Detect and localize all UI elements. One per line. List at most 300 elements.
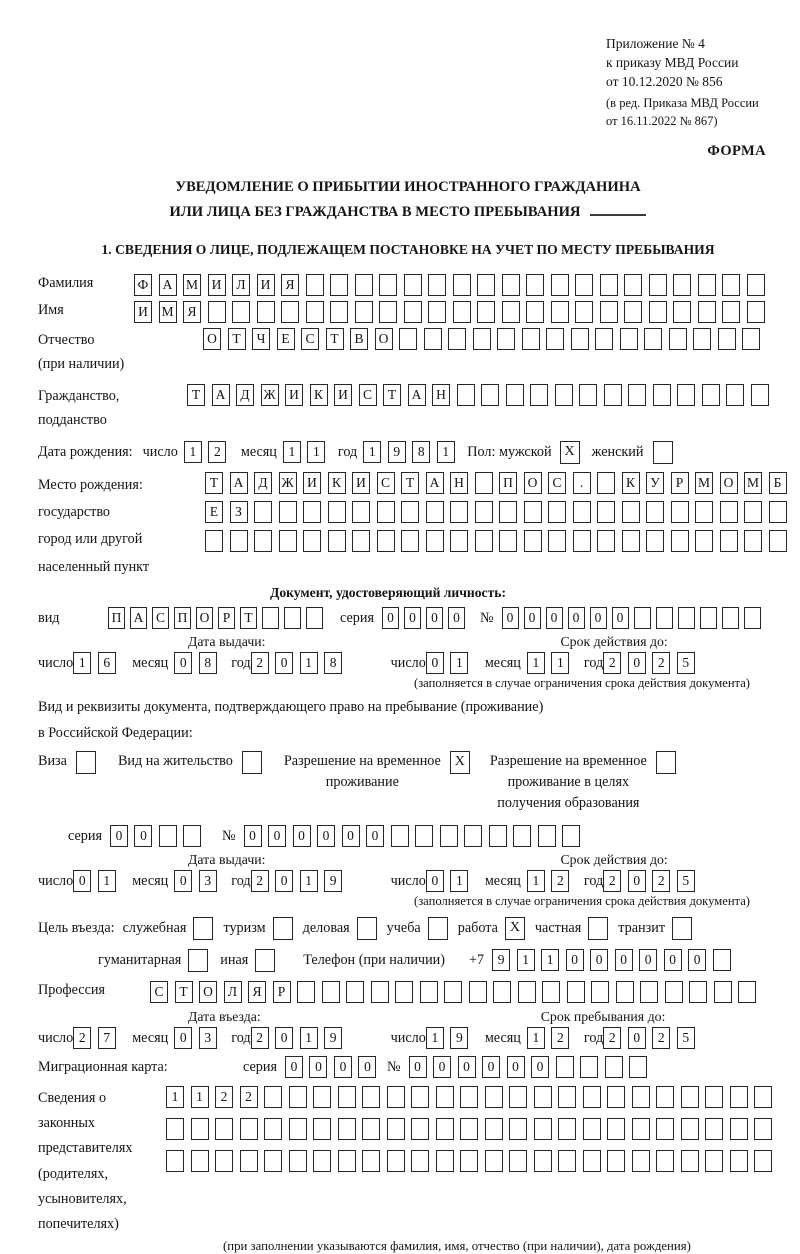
char-cell[interactable]: [240, 1118, 258, 1140]
char-cell[interactable]: [328, 530, 346, 552]
char-cell[interactable]: [695, 501, 713, 523]
char-cell[interactable]: 0: [688, 949, 706, 971]
char-cell[interactable]: 1: [426, 1027, 444, 1049]
char-cell[interactable]: [502, 274, 520, 296]
char-cell[interactable]: К: [310, 384, 328, 406]
char-cell[interactable]: 2: [652, 652, 670, 674]
char-cell[interactable]: [509, 1086, 527, 1108]
char-cell[interactable]: 0: [531, 1056, 549, 1078]
char-cell[interactable]: [205, 530, 223, 552]
char-cell[interactable]: 0: [293, 825, 311, 847]
char-cell[interactable]: 0: [568, 607, 585, 629]
char-cell[interactable]: [769, 501, 787, 523]
char-cell[interactable]: 1: [551, 652, 569, 674]
char-cell[interactable]: [640, 981, 658, 1003]
char-cell[interactable]: [330, 274, 348, 296]
char-cell[interactable]: Т: [326, 328, 344, 350]
char-cell[interactable]: [646, 501, 664, 523]
char-cell[interactable]: С: [150, 981, 168, 1003]
char-cell[interactable]: [632, 1118, 650, 1140]
char-cell[interactable]: Т: [187, 384, 205, 406]
char-cell[interactable]: Н: [432, 384, 450, 406]
char-cell[interactable]: 0: [73, 870, 91, 892]
char-cell[interactable]: Я: [248, 981, 266, 1003]
char-cell[interactable]: 0: [628, 652, 646, 674]
char-cell[interactable]: С: [548, 472, 566, 494]
char-cell[interactable]: [693, 328, 711, 350]
char-cell[interactable]: [279, 501, 297, 523]
char-cell[interactable]: 0: [664, 949, 682, 971]
char-cell[interactable]: 0: [275, 1027, 293, 1049]
char-cell[interactable]: [754, 1118, 772, 1140]
char-cell[interactable]: [644, 328, 662, 350]
char-cell[interactable]: [595, 328, 613, 350]
char-cell[interactable]: .: [573, 472, 591, 494]
char-cell[interactable]: [477, 274, 495, 296]
char-cell[interactable]: [428, 274, 446, 296]
char-cell[interactable]: 0: [590, 607, 607, 629]
char-cell[interactable]: [306, 301, 324, 323]
char-cell[interactable]: [338, 1086, 356, 1108]
char-cell[interactable]: [509, 1150, 527, 1172]
char-cell[interactable]: 2: [251, 652, 269, 674]
char-cell[interactable]: [730, 1118, 748, 1140]
char-cell[interactable]: [726, 384, 744, 406]
char-cell[interactable]: 1: [527, 652, 545, 674]
char-cell[interactable]: [656, 607, 673, 629]
char-cell[interactable]: [730, 1086, 748, 1108]
char-cell[interactable]: [607, 1150, 625, 1172]
char-cell[interactable]: [289, 1086, 307, 1108]
char-cell[interactable]: О: [196, 607, 213, 629]
char-cell[interactable]: [469, 981, 487, 1003]
char-cell[interactable]: [322, 981, 340, 1003]
char-cell[interactable]: О: [375, 328, 393, 350]
char-cell[interactable]: 0: [426, 607, 443, 629]
char-cell[interactable]: [548, 501, 566, 523]
char-cell[interactable]: [632, 1086, 650, 1108]
char-cell[interactable]: [747, 301, 765, 323]
char-cell[interactable]: [497, 328, 515, 350]
char-cell[interactable]: [632, 1150, 650, 1172]
char-cell[interactable]: [681, 1086, 699, 1108]
temp-residence-checkbox[interactable]: X: [450, 751, 470, 774]
char-cell[interactable]: 6: [98, 652, 116, 674]
char-cell[interactable]: 1: [300, 652, 318, 674]
char-cell[interactable]: [262, 607, 279, 629]
study-checkbox[interactable]: [428, 917, 448, 940]
char-cell[interactable]: И: [303, 472, 321, 494]
char-cell[interactable]: 0: [174, 652, 192, 674]
char-cell[interactable]: 0: [285, 1056, 303, 1078]
char-cell[interactable]: [556, 1056, 574, 1078]
char-cell[interactable]: [440, 825, 458, 847]
char-cell[interactable]: [475, 530, 493, 552]
edu-residence-checkbox[interactable]: [656, 751, 676, 774]
char-cell[interactable]: И: [208, 274, 226, 296]
char-cell[interactable]: 1: [363, 441, 381, 463]
char-cell[interactable]: [509, 1118, 527, 1140]
char-cell[interactable]: [313, 1150, 331, 1172]
char-cell[interactable]: [460, 1150, 478, 1172]
char-cell[interactable]: С: [152, 607, 169, 629]
char-cell[interactable]: 8: [199, 652, 217, 674]
work-checkbox[interactable]: X: [505, 917, 525, 940]
char-cell[interactable]: [159, 825, 177, 847]
char-cell[interactable]: [499, 501, 517, 523]
char-cell[interactable]: [289, 1150, 307, 1172]
humanitarian-checkbox[interactable]: [188, 949, 208, 972]
char-cell[interactable]: [600, 274, 618, 296]
char-cell[interactable]: А: [230, 472, 248, 494]
char-cell[interactable]: 9: [324, 1027, 342, 1049]
char-cell[interactable]: К: [622, 472, 640, 494]
char-cell[interactable]: [562, 825, 580, 847]
char-cell[interactable]: [524, 501, 542, 523]
char-cell[interactable]: [702, 384, 720, 406]
char-cell[interactable]: 1: [437, 441, 455, 463]
char-cell[interactable]: [306, 274, 324, 296]
char-cell[interactable]: 0: [628, 870, 646, 892]
char-cell[interactable]: З: [230, 501, 248, 523]
char-cell[interactable]: [428, 301, 446, 323]
char-cell[interactable]: [230, 530, 248, 552]
char-cell[interactable]: [279, 530, 297, 552]
tourism-checkbox[interactable]: [273, 917, 293, 940]
char-cell[interactable]: [387, 1150, 405, 1172]
char-cell[interactable]: 0: [342, 825, 360, 847]
char-cell[interactable]: Т: [205, 472, 223, 494]
char-cell[interactable]: [548, 530, 566, 552]
char-cell[interactable]: 0: [275, 870, 293, 892]
char-cell[interactable]: [232, 301, 250, 323]
char-cell[interactable]: [622, 501, 640, 523]
char-cell[interactable]: [583, 1150, 601, 1172]
char-cell[interactable]: [656, 1086, 674, 1108]
char-cell[interactable]: [387, 1118, 405, 1140]
char-cell[interactable]: 3: [199, 1027, 217, 1049]
char-cell[interactable]: 2: [73, 1027, 91, 1049]
char-cell[interactable]: 0: [448, 607, 465, 629]
char-cell[interactable]: [328, 501, 346, 523]
char-cell[interactable]: 1: [191, 1086, 209, 1108]
char-cell[interactable]: [352, 501, 370, 523]
char-cell[interactable]: 8: [412, 441, 430, 463]
char-cell[interactable]: [580, 1056, 598, 1078]
char-cell[interactable]: 2: [603, 652, 621, 674]
char-cell[interactable]: [558, 1150, 576, 1172]
char-cell[interactable]: О: [524, 472, 542, 494]
char-cell[interactable]: [769, 530, 787, 552]
char-cell[interactable]: П: [174, 607, 191, 629]
char-cell[interactable]: [705, 1086, 723, 1108]
char-cell[interactable]: [530, 384, 548, 406]
char-cell[interactable]: [673, 301, 691, 323]
char-cell[interactable]: [453, 274, 471, 296]
char-cell[interactable]: [698, 274, 716, 296]
char-cell[interactable]: Т: [401, 472, 419, 494]
char-cell[interactable]: [215, 1118, 233, 1140]
char-cell[interactable]: Р: [273, 981, 291, 1003]
char-cell[interactable]: 2: [551, 1027, 569, 1049]
char-cell[interactable]: [166, 1150, 184, 1172]
char-cell[interactable]: 1: [307, 441, 325, 463]
char-cell[interactable]: 1: [527, 870, 545, 892]
char-cell[interactable]: 0: [426, 652, 444, 674]
char-cell[interactable]: 2: [208, 441, 226, 463]
char-cell[interactable]: 1: [98, 870, 116, 892]
char-cell[interactable]: А: [426, 472, 444, 494]
char-cell[interactable]: [513, 825, 531, 847]
char-cell[interactable]: 0: [309, 1056, 327, 1078]
char-cell[interactable]: [522, 328, 540, 350]
char-cell[interactable]: [634, 607, 651, 629]
char-cell[interactable]: [681, 1118, 699, 1140]
char-cell[interactable]: А: [212, 384, 230, 406]
char-cell[interactable]: [622, 530, 640, 552]
char-cell[interactable]: [460, 1086, 478, 1108]
char-cell[interactable]: Д: [254, 472, 272, 494]
char-cell[interactable]: [722, 607, 739, 629]
char-cell[interactable]: [379, 301, 397, 323]
char-cell[interactable]: [362, 1118, 380, 1140]
char-cell[interactable]: 0: [612, 607, 629, 629]
char-cell[interactable]: Д: [236, 384, 254, 406]
char-cell[interactable]: 0: [244, 825, 262, 847]
char-cell[interactable]: 0: [482, 1056, 500, 1078]
char-cell[interactable]: 1: [527, 1027, 545, 1049]
char-cell[interactable]: [695, 530, 713, 552]
char-cell[interactable]: [705, 1118, 723, 1140]
char-cell[interactable]: [573, 501, 591, 523]
char-cell[interactable]: И: [334, 384, 352, 406]
char-cell[interactable]: [330, 301, 348, 323]
char-cell[interactable]: А: [159, 274, 177, 296]
char-cell[interactable]: [289, 1118, 307, 1140]
char-cell[interactable]: [264, 1118, 282, 1140]
char-cell[interactable]: [720, 501, 738, 523]
char-cell[interactable]: Н: [450, 472, 468, 494]
char-cell[interactable]: [681, 1150, 699, 1172]
char-cell[interactable]: Ф: [134, 274, 152, 296]
char-cell[interactable]: А: [130, 607, 147, 629]
char-cell[interactable]: [591, 981, 609, 1003]
char-cell[interactable]: 0: [566, 949, 584, 971]
char-cell[interactable]: [624, 301, 642, 323]
char-cell[interactable]: [404, 301, 422, 323]
char-cell[interactable]: [714, 981, 732, 1003]
char-cell[interactable]: [656, 1118, 674, 1140]
char-cell[interactable]: Л: [224, 981, 242, 1003]
char-cell[interactable]: Я: [281, 274, 299, 296]
char-cell[interactable]: П: [108, 607, 125, 629]
char-cell[interactable]: [629, 1056, 647, 1078]
char-cell[interactable]: [338, 1150, 356, 1172]
char-cell[interactable]: [166, 1118, 184, 1140]
char-cell[interactable]: [475, 501, 493, 523]
char-cell[interactable]: [264, 1150, 282, 1172]
char-cell[interactable]: 1: [450, 652, 468, 674]
char-cell[interactable]: [742, 328, 760, 350]
char-cell[interactable]: 0: [382, 607, 399, 629]
char-cell[interactable]: 0: [628, 1027, 646, 1049]
char-cell[interactable]: 0: [317, 825, 335, 847]
char-cell[interactable]: [583, 1118, 601, 1140]
char-cell[interactable]: [436, 1118, 454, 1140]
char-cell[interactable]: 1: [450, 870, 468, 892]
char-cell[interactable]: М: [744, 472, 762, 494]
char-cell[interactable]: [371, 981, 389, 1003]
char-cell[interactable]: 1: [517, 949, 535, 971]
char-cell[interactable]: [524, 530, 542, 552]
char-cell[interactable]: [499, 530, 517, 552]
sex-female-checkbox[interactable]: [653, 441, 673, 464]
char-cell[interactable]: [754, 1086, 772, 1108]
char-cell[interactable]: [436, 1150, 454, 1172]
char-cell[interactable]: 5: [677, 1027, 695, 1049]
char-cell[interactable]: [571, 328, 589, 350]
char-cell[interactable]: 0: [524, 607, 541, 629]
char-cell[interactable]: [713, 949, 731, 971]
char-cell[interactable]: Р: [671, 472, 689, 494]
char-cell[interactable]: [546, 328, 564, 350]
char-cell[interactable]: [436, 1086, 454, 1108]
char-cell[interactable]: Р: [218, 607, 235, 629]
char-cell[interactable]: 0: [174, 1027, 192, 1049]
char-cell[interactable]: Т: [175, 981, 193, 1003]
char-cell[interactable]: [411, 1118, 429, 1140]
char-cell[interactable]: 0: [275, 652, 293, 674]
char-cell[interactable]: [607, 1118, 625, 1140]
char-cell[interactable]: [534, 1150, 552, 1172]
char-cell[interactable]: [616, 981, 634, 1003]
char-cell[interactable]: [604, 384, 622, 406]
char-cell[interactable]: 0: [433, 1056, 451, 1078]
char-cell[interactable]: 0: [174, 870, 192, 892]
visa-checkbox[interactable]: [76, 751, 96, 774]
char-cell[interactable]: Е: [205, 501, 223, 523]
char-cell[interactable]: 5: [677, 870, 695, 892]
char-cell[interactable]: [183, 825, 201, 847]
char-cell[interactable]: [579, 384, 597, 406]
char-cell[interactable]: И: [257, 274, 275, 296]
char-cell[interactable]: [457, 384, 475, 406]
char-cell[interactable]: [254, 530, 272, 552]
residence-permit-checkbox[interactable]: [242, 751, 262, 774]
commercial-checkbox[interactable]: [357, 917, 377, 940]
char-cell[interactable]: 1: [283, 441, 301, 463]
char-cell[interactable]: С: [377, 472, 395, 494]
char-cell[interactable]: [404, 274, 422, 296]
char-cell[interactable]: [722, 301, 740, 323]
char-cell[interactable]: [744, 607, 761, 629]
char-cell[interactable]: [391, 825, 409, 847]
char-cell[interactable]: 0: [409, 1056, 427, 1078]
char-cell[interactable]: И: [285, 384, 303, 406]
char-cell[interactable]: 3: [199, 870, 217, 892]
char-cell[interactable]: [597, 472, 615, 494]
char-cell[interactable]: [542, 981, 560, 1003]
char-cell[interactable]: В: [350, 328, 368, 350]
char-cell[interactable]: 0: [268, 825, 286, 847]
char-cell[interactable]: 2: [652, 1027, 670, 1049]
char-cell[interactable]: [485, 1150, 503, 1172]
char-cell[interactable]: 2: [240, 1086, 258, 1108]
char-cell[interactable]: [481, 384, 499, 406]
char-cell[interactable]: Я: [183, 301, 201, 323]
char-cell[interactable]: 0: [546, 607, 563, 629]
char-cell[interactable]: 2: [251, 870, 269, 892]
char-cell[interactable]: [355, 301, 373, 323]
char-cell[interactable]: [538, 825, 556, 847]
char-cell[interactable]: К: [328, 472, 346, 494]
char-cell[interactable]: [208, 301, 226, 323]
char-cell[interactable]: О: [203, 328, 221, 350]
char-cell[interactable]: Т: [383, 384, 401, 406]
char-cell[interactable]: И: [134, 301, 152, 323]
char-cell[interactable]: [744, 501, 762, 523]
sex-male-checkbox[interactable]: X: [560, 441, 580, 464]
char-cell[interactable]: [489, 825, 507, 847]
char-cell[interactable]: О: [199, 981, 217, 1003]
char-cell[interactable]: [411, 1150, 429, 1172]
char-cell[interactable]: [677, 384, 695, 406]
char-cell[interactable]: [526, 274, 544, 296]
char-cell[interactable]: [401, 501, 419, 523]
char-cell[interactable]: [444, 981, 462, 1003]
char-cell[interactable]: 9: [324, 870, 342, 892]
char-cell[interactable]: [646, 530, 664, 552]
char-cell[interactable]: [628, 384, 646, 406]
char-cell[interactable]: [395, 981, 413, 1003]
char-cell[interactable]: [303, 501, 321, 523]
char-cell[interactable]: [415, 825, 433, 847]
char-cell[interactable]: [399, 328, 417, 350]
char-cell[interactable]: 2: [652, 870, 670, 892]
char-cell[interactable]: [264, 1086, 282, 1108]
char-cell[interactable]: [297, 981, 315, 1003]
char-cell[interactable]: [526, 301, 544, 323]
char-cell[interactable]: 9: [492, 949, 510, 971]
char-cell[interactable]: [555, 384, 573, 406]
char-cell[interactable]: [346, 981, 364, 1003]
char-cell[interactable]: [387, 1086, 405, 1108]
char-cell[interactable]: [673, 274, 691, 296]
char-cell[interactable]: [720, 530, 738, 552]
char-cell[interactable]: [607, 1086, 625, 1108]
char-cell[interactable]: Ж: [261, 384, 279, 406]
char-cell[interactable]: [678, 607, 695, 629]
char-cell[interactable]: У: [646, 472, 664, 494]
private-checkbox[interactable]: [588, 917, 608, 940]
char-cell[interactable]: М: [695, 472, 713, 494]
char-cell[interactable]: [518, 981, 536, 1003]
char-cell[interactable]: [649, 274, 667, 296]
char-cell[interactable]: [254, 501, 272, 523]
char-cell[interactable]: Л: [232, 274, 250, 296]
char-cell[interactable]: [558, 1118, 576, 1140]
char-cell[interactable]: [473, 328, 491, 350]
char-cell[interactable]: [600, 301, 618, 323]
char-cell[interactable]: 7: [98, 1027, 116, 1049]
char-cell[interactable]: [313, 1086, 331, 1108]
char-cell[interactable]: [355, 274, 373, 296]
char-cell[interactable]: 2: [551, 870, 569, 892]
char-cell[interactable]: 2: [251, 1027, 269, 1049]
business-checkbox[interactable]: [193, 917, 213, 940]
char-cell[interactable]: [362, 1150, 380, 1172]
char-cell[interactable]: [191, 1150, 209, 1172]
